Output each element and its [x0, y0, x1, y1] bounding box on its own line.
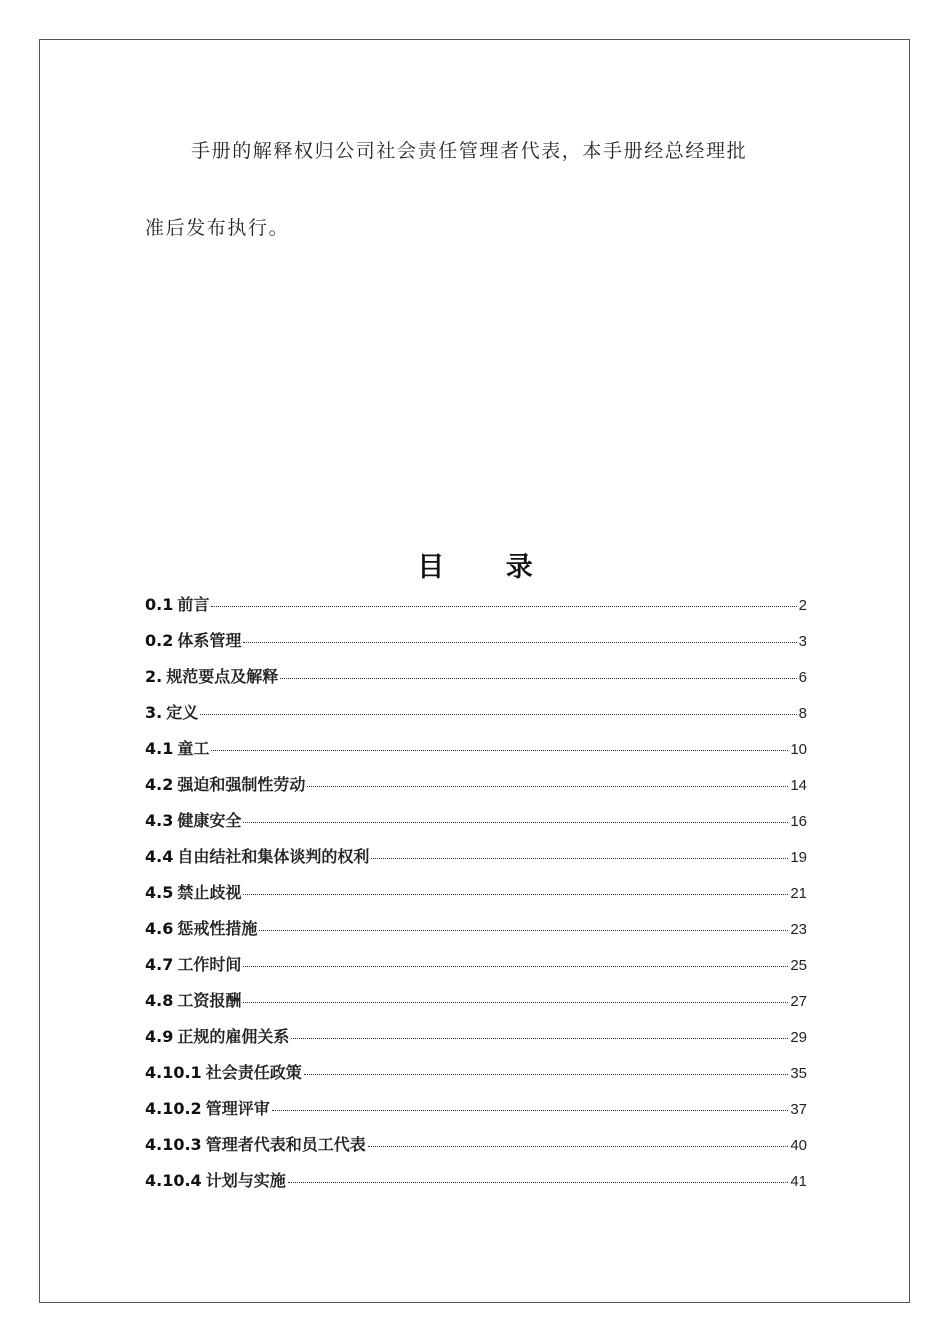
toc-entry[interactable] — [145, 988, 807, 1024]
toc-entry-title: 强迫和强制性劳动 — [177, 775, 306, 794]
toc-entry-page-number: 10 — [790, 741, 807, 758]
toc-entry-title: 体系管理 — [177, 631, 242, 650]
toc-entry-number: 4.10.3 — [145, 1135, 202, 1154]
toc-entry-number: 4.9 — [145, 1027, 174, 1046]
toc-entry[interactable] — [145, 808, 807, 844]
toc-entry[interactable] — [145, 700, 807, 736]
toc-entry-page-number: 27 — [790, 993, 807, 1010]
toc-entry-page-number: 16 — [790, 813, 807, 830]
toc-entry-page-number: 19 — [790, 849, 807, 866]
toc-entry-page-number: 14 — [790, 777, 807, 794]
toc-dot-leader — [280, 678, 796, 679]
toc-entry-page-number: 21 — [790, 885, 807, 902]
toc-dot-leader — [288, 1182, 789, 1183]
toc-entry-number: 0.1 — [145, 595, 174, 614]
toc-entry-title: 惩戒性措施 — [177, 919, 258, 938]
toc-entry[interactable] — [145, 1060, 807, 1096]
toc-dot-leader — [200, 714, 796, 715]
toc-entry[interactable] — [145, 736, 807, 772]
toc-dot-leader — [307, 786, 788, 787]
toc-entry-title: 管理者代表和员工代表 — [205, 1135, 366, 1154]
toc-entry-number: 0.2 — [145, 631, 174, 650]
toc-entry-page-number: 35 — [790, 1065, 807, 1082]
toc-entry-title: 前言 — [177, 595, 210, 614]
toc-entry-title: 社会责任政策 — [205, 1063, 302, 1082]
toc-dot-leader — [211, 750, 788, 751]
toc-entry-title: 禁止歧视 — [177, 883, 242, 902]
toc-entry[interactable] — [145, 880, 807, 916]
toc-entry-number: 4.4 — [145, 847, 174, 866]
toc-entry-number: 2. — [145, 667, 163, 686]
toc-dot-leader — [243, 822, 788, 823]
toc-entry-number: 4.6 — [145, 919, 174, 938]
toc-dot-leader — [243, 894, 788, 895]
toc-dot-leader — [371, 858, 788, 859]
toc-entry-number: 4.7 — [145, 955, 174, 974]
toc-dot-leader — [304, 1074, 789, 1075]
toc-entry-number: 4.1 — [145, 739, 174, 758]
toc-entry-page-number: 6 — [798, 669, 807, 686]
toc-entry-page-number: 3 — [798, 633, 807, 650]
toc-entry-number: 4.10.2 — [145, 1099, 202, 1118]
toc-entry-title: 健康安全 — [177, 811, 242, 830]
toc-entry-page-number: 25 — [790, 957, 807, 974]
toc-entry-title: 童工 — [177, 739, 210, 758]
toc-entry-page-number: 8 — [798, 705, 807, 722]
toc-entry-page-number: 23 — [790, 921, 807, 938]
toc-dot-leader — [243, 966, 788, 967]
toc-entry-number: 4.3 — [145, 811, 174, 830]
toc-entry-title: 规范要点及解释 — [166, 667, 279, 686]
toc-entry[interactable] — [145, 1024, 807, 1060]
toc-entry[interactable] — [145, 592, 807, 628]
toc-entry[interactable] — [145, 772, 807, 808]
toc-entry-title: 计划与实施 — [205, 1171, 286, 1190]
toc-entry-page-number: 37 — [790, 1101, 807, 1118]
toc-dot-leader — [291, 1038, 788, 1039]
toc-dot-leader — [272, 1110, 789, 1111]
toc-entry-title: 自由结社和集体谈判的权利 — [177, 847, 370, 866]
toc-entry-number: 4.8 — [145, 991, 174, 1010]
toc-entry[interactable] — [145, 1168, 807, 1204]
toc-dot-leader — [243, 642, 796, 643]
intro-line-2: 准后发布执行。 — [145, 217, 290, 239]
toc-entry[interactable] — [145, 916, 807, 952]
toc-title: 目 录 — [417, 552, 559, 583]
toc-entry-title: 正规的雇佣关系 — [177, 1027, 290, 1046]
toc-entry-number: 3. — [145, 703, 163, 722]
toc-entry-number: 4.2 — [145, 775, 174, 794]
toc-entry[interactable] — [145, 628, 807, 664]
toc-dot-leader — [368, 1146, 789, 1147]
toc-entry-number: 4.5 — [145, 883, 174, 902]
toc-entry-title: 定义 — [166, 703, 199, 722]
toc-entry[interactable] — [145, 664, 807, 700]
toc-dot-leader — [243, 1002, 788, 1003]
toc-entry-page-number: 2 — [798, 597, 807, 614]
toc-entry[interactable] — [145, 1096, 807, 1132]
toc-entry-title: 管理评审 — [205, 1099, 270, 1118]
table-of-contents — [145, 592, 807, 1204]
toc-entry-page-number: 40 — [790, 1137, 807, 1154]
toc-entry-title: 工作时间 — [177, 955, 242, 974]
toc-entry[interactable] — [145, 952, 807, 988]
toc-entry-page-number: 41 — [790, 1173, 807, 1190]
intro-line-1: 手册的解释权归公司社会责任管理者代表，本手册经总经理批 — [191, 140, 748, 162]
toc-dot-leader — [211, 606, 796, 607]
toc-entry[interactable] — [145, 1132, 807, 1168]
toc-dot-leader — [259, 930, 788, 931]
toc-entry-number: 4.10.4 — [145, 1171, 202, 1190]
toc-entry-number: 4.10.1 — [145, 1063, 202, 1082]
toc-entry-title: 工资报酬 — [177, 991, 242, 1010]
toc-entry-page-number: 29 — [790, 1029, 807, 1046]
toc-entry[interactable] — [145, 844, 807, 880]
